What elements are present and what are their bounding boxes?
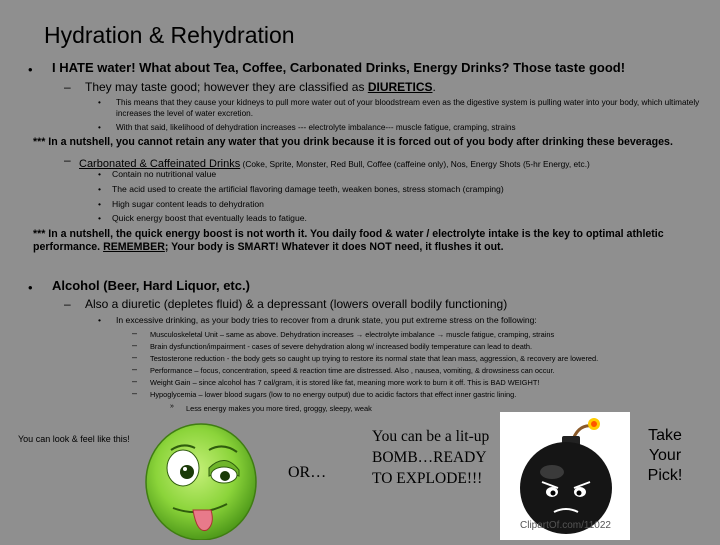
diuretics-term: DIURETICS (367, 80, 433, 94)
section2-heading: Alcohol (Beer, Hard Liquor, etc.) (52, 278, 250, 293)
note2-suffix: ; Your body is SMART! Whatever it does NOT need, it flushes it out. (164, 241, 504, 253)
section1-heading: I HATE water! What about Tea, Coffee, Carbonated Drinks, Energy Drinks? Those taste good! (52, 60, 626, 75)
bomb-image (500, 412, 630, 540)
bullet-dot: • (98, 315, 102, 325)
dash-marker: – (132, 376, 138, 386)
bullet-dot: • (98, 199, 102, 209)
take-pick-caption: Take Your Pick! (647, 427, 683, 484)
dash-marker: – (64, 297, 71, 311)
nutshell-note-2-line1: *** In a nutshell, the quick energy boost is not worth it. You daily food & water / electrolyte intake is the key to optimal athletic (33, 228, 664, 240)
carb-point-1: Contain no nutritional value (112, 169, 217, 179)
carb-point-2: The acid used to create the artificial flavoring damage teeth, weaken bones, stress stomach (cramping) (112, 184, 504, 194)
sub-prefix: They may taste good; however they are classified as (85, 80, 368, 94)
dash-marker: – (64, 153, 71, 167)
carb-point-3: High sugar content leads to dehydration (112, 199, 264, 209)
section1-sub (85, 80, 436, 94)
dash-marker: – (132, 388, 138, 398)
diuretic-point-1: This means that they cause your kidneys to pull more water out of your bloodstream even as the digestive system is pulling water into your body, which ultimately increases the level of water excretion. (116, 98, 700, 118)
alcohol-item-3: Testosterone reduction - the body gets so caught up trying to restore its normal state that lean mass, aggression, & recovery are lowered. (150, 354, 599, 363)
clipart-credit: ClipartOf.com/11022 (520, 520, 611, 531)
bullet-dot: • (98, 169, 102, 179)
carbonated-examples: (Coke, Sprite, Monster, Red Bull, Coffee (caffeine only), Nos, Energy Shots (5-hr Energy, etc.) (240, 159, 590, 169)
bullet-dot: • (98, 213, 102, 223)
sub-suffix: . (432, 80, 436, 94)
bullet-dot: • (98, 184, 102, 194)
alcohol-item-6: Hypoglycemia – lower blood sugars (low to no energy output) due to acidic factors that effect inner gastric lining. (150, 390, 517, 399)
alcohol-item-4: Performance – focus, concentration, speed & reaction time are distressed. Also , nausea, vomiting, & drowsiness can occur. (150, 366, 555, 375)
bomb-caption: You can be a lit-up BOMB…READY TO EXPLODE!!! (372, 428, 490, 487)
bullet-dot: • (28, 280, 33, 295)
sick-face-image (143, 412, 259, 540)
dash-marker: – (132, 352, 138, 362)
carb-point-4: Quick energy boost that eventually leads to fatigue. (112, 213, 307, 223)
nutshell-note-1: *** In a nutshell, you cannot retain any water that you drink because it is forced out of you body after drinking these beverages. (33, 136, 673, 148)
remember-term: REMEMBER (103, 241, 165, 253)
alcohol-point: In excessive drinking, as your body tries to recover from a drunk state, you put extreme stress on the following: (116, 315, 537, 325)
dash-marker: – (64, 80, 71, 94)
alcohol-item-1: Musculoskeletal Unit – same as above. Dehydration increases → electrolyte imbalance → muscle fatigue, cramping, strains (150, 330, 555, 339)
or-text: OR… (288, 464, 327, 481)
sub-bullet-marker: » (170, 403, 174, 410)
alcohol-sub-item: Less energy makes you more tired, groggy, sleepy, weak (186, 404, 372, 413)
bullet-dot: • (98, 123, 101, 132)
dash-marker: – (132, 364, 138, 374)
sick-face-icon (143, 412, 259, 540)
look-feel-caption: You can look & feel like this! (18, 434, 130, 444)
page-title: Hydration & Rehydration (44, 22, 295, 48)
alcohol-item-2: Brain dysfunction/impairment - cases of severe dehydration along w/ increased bodily temperature can lead to death. (150, 342, 533, 351)
diuretic-point-2: With that said, likelihood of dehydration increases --- electrolyte imbalance--- muscle fatigue, cramping, strains (116, 123, 516, 132)
dash-marker: – (132, 328, 138, 338)
note2-prefix: performance. (33, 241, 104, 253)
bullet-dot: • (28, 62, 33, 77)
section2-sub: Also a diuretic (depletes fluid) & a depressant (lowers overall bodily functioning) (85, 297, 508, 311)
alcohol-item-5: Weight Gain – since alcohol has 7 cal/gram, it is stored like fat, meaning more work to burn it off. This is BAD WEIGHT! (150, 378, 540, 387)
nutshell-note-2-line2 (33, 241, 504, 254)
bullet-dot: • (98, 98, 101, 107)
dash-marker: – (132, 340, 138, 350)
carbonated-term: Carbonated & Caffeinated Drinks (79, 158, 241, 170)
